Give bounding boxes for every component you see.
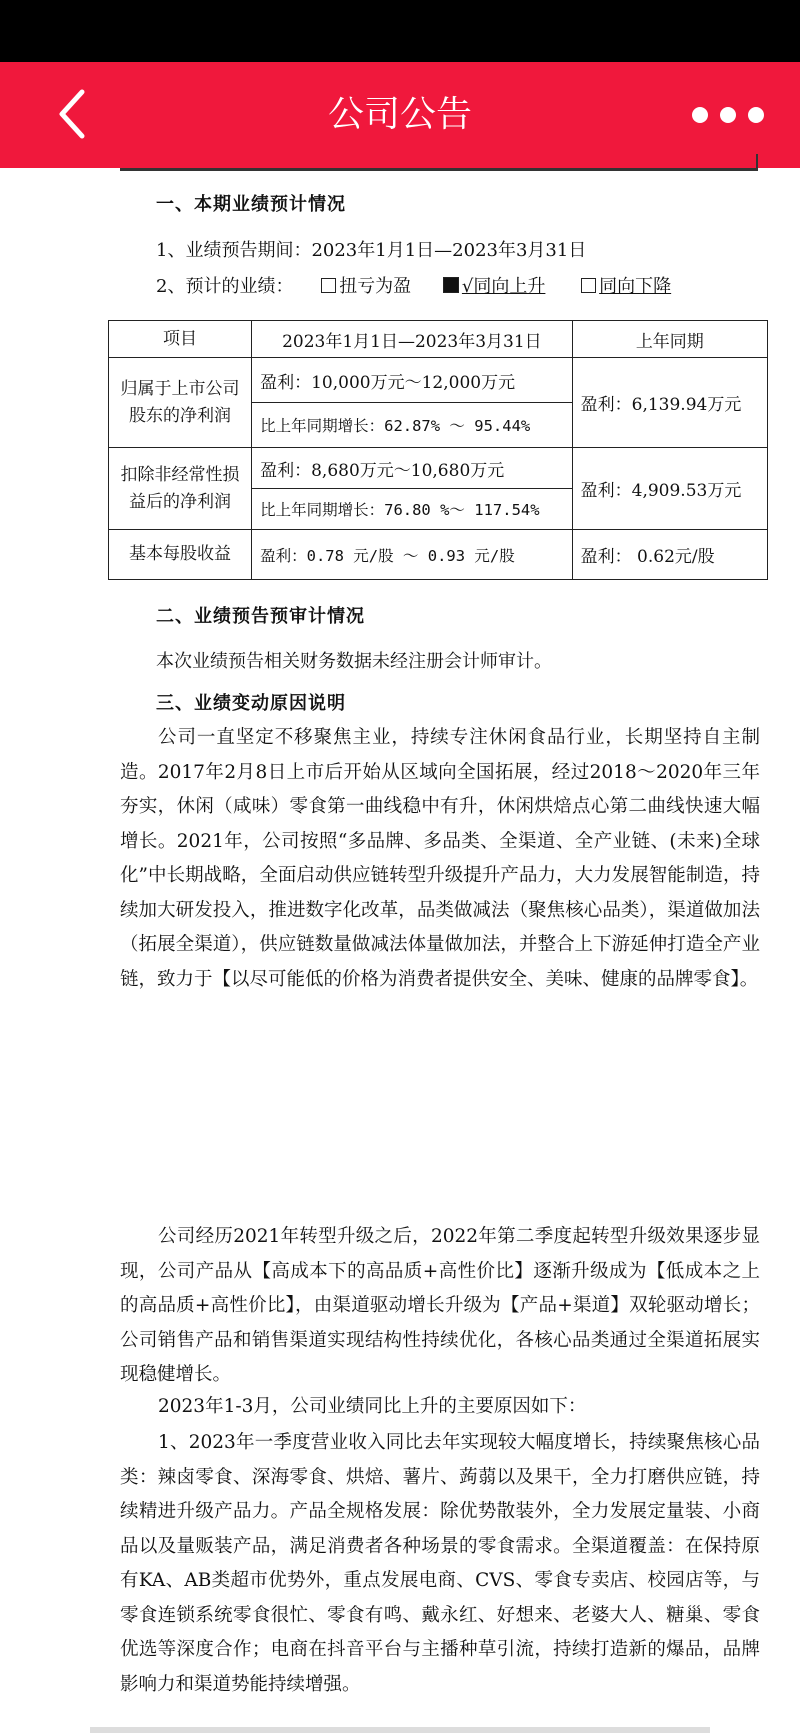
checkbox-icon — [321, 278, 336, 293]
header-item: 项目 — [109, 321, 252, 358]
option-decrease: 同向下降 — [581, 276, 671, 297]
forecast-period: 1、业绩预告期间：2023年1月1日—2023年3月31日 — [156, 240, 587, 261]
table-row — [109, 530, 768, 580]
section1-heading: 一、本期业绩预计情况 — [156, 194, 346, 215]
page-title: 公司公告 — [327, 94, 472, 135]
app-header — [0, 62, 800, 168]
row-profit: 盈利：8,680万元～10,680万元 — [252, 448, 573, 489]
section2-heading: 二、业绩预告预审计情况 — [156, 606, 365, 627]
section3-heading: 三、业绩变动原因说明 — [156, 693, 346, 714]
more-dots-icon — [748, 107, 764, 123]
checkbox-icon — [581, 278, 596, 293]
row-profit: 盈利：0.78 元/股 ～ 0.93 元/股 — [252, 530, 573, 580]
expected-performance — [156, 272, 671, 298]
row-growth: 比上年同期增长：76.80 %～ 117.54% — [252, 489, 573, 530]
reason-paragraph: 2023年1-3月，公司业绩同比上升的主要原因如下： — [158, 1396, 587, 1417]
row-profit: 盈利：10,000万元～12,000万元 — [252, 358, 573, 403]
more-dots-icon — [720, 107, 736, 123]
reason-paragraph: 公司经历2021年转型升级之后，2022年第二季度起转型升级效果逐步显现，公司产品从【高成本下的高品质+高性价比】逐渐升级成为【低成本之上的高品质+高性价比】，由渠道驱动增长升级为【产品+渠道】双轮驱动增长；公司销售产品和销售渠道实现结构性持续优化，各核心品类通过全渠道拓展实现稳健增长。 — [120, 1226, 760, 1385]
option-increase: √同向上升 — [443, 276, 545, 297]
table-row — [109, 448, 768, 489]
row-last-year: 盈利： 0.62元/股 — [572, 530, 767, 580]
header-period: 2023年1月1日—2023年3月31日 — [252, 321, 573, 358]
checkbox-checked-icon — [443, 277, 459, 293]
reason-paragraph: 公司一直坚定不移聚焦主业，持续专注休闲食品行业，长期坚持自主制造。2017年2月8日上市后开始从区域向全国拓展，经过2018～2020年三年夯实，休闲（咸味）零食第一曲线稳中有升，休闲烘焙点心第二曲线快速大幅增长。2021年，公司按照“多品牌、多品类、全渠道、全产业链、(未来)全球化”中长期战略，全面启动供应链转型升级提升产品力，大力发展智能制造，持续加大研发投入，推进数字化改革，品类做减法（聚焦核心品类），渠道做加法（拓展全渠道），供应链数量做减法体量做加法，并整合上下游延伸打造全产业链，致力于【以尽可能低的价格为消费者提供安全、美味、健康的品牌零食】。 — [120, 727, 760, 990]
divider — [756, 154, 758, 171]
divider — [120, 168, 758, 171]
back-button[interactable] — [50, 84, 94, 144]
more-dots-icon — [692, 107, 708, 123]
table-row — [109, 358, 768, 403]
row-item: 归属于上市公司股东的净利润 — [109, 358, 252, 448]
option-turnaround: 扭亏为盈 — [321, 276, 411, 297]
audit-statement: 本次业绩预告相关财务数据未经注册会计师审计。 — [156, 651, 552, 672]
row-last-year: 盈利：6,139.94万元 — [572, 358, 767, 448]
more-button[interactable] — [654, 98, 764, 132]
row-last-year: 盈利：4,909.53万元 — [572, 448, 767, 530]
expected-label: 2、预计的业绩： — [156, 276, 294, 297]
status-bar — [0, 0, 800, 62]
page-indicator — [90, 1727, 710, 1733]
row-growth: 比上年同期增长：62.87% ～ 95.44% — [252, 403, 573, 448]
table-header-row — [109, 321, 768, 358]
header-last-year: 上年同期 — [572, 321, 767, 358]
chevron-left-icon — [50, 84, 94, 144]
row-item: 基本每股收益 — [109, 530, 252, 580]
row-item: 扣除非经常性损益后的净利润 — [109, 448, 252, 530]
performance-table — [108, 320, 768, 580]
reason-paragraph: 1、2023年一季度营业收入同比去年实现较大幅度增长，持续聚焦核心品类：辣卤零食、深海零食、烘焙、薯片、蒟蒻以及果干，全力打磨供应链，持续精进升级产品力。产品全规格发展：除优势散装外，全力发展定量装、小商品以及量贩装产品，满足消费者各种场景的零食需求。全渠道覆盖：在保持原有KA、AB类超市优势外，重点发展电商、CVS、零食专卖店、校园店等，与零食连锁系统零食很忙、零食有鸣、戴永红、好想来、老婆大人、糖巢、零食优选等深度合作；电商在抖音平台与主播种草引流，持续打造新的爆品，品牌影响力和渠道势能持续增强。 — [120, 1432, 760, 1695]
